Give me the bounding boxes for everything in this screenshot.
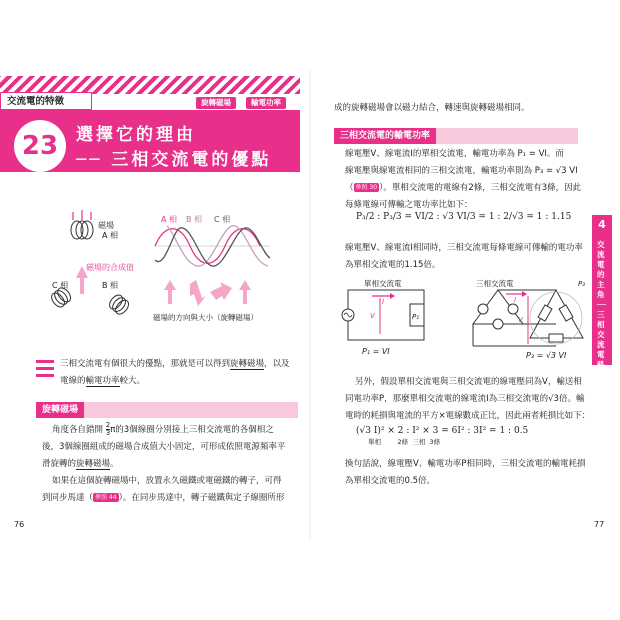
section2-title: 三相交流電的輸電功率 [334,128,436,144]
coil-b-label: B 相 [102,281,119,290]
summary-mark-3 [36,374,54,377]
page-title-line1: 選擇它的理由 [76,125,196,145]
dir-arrow-4 [239,280,251,304]
section1-title: 旋轉磁場 [36,402,84,418]
single-phase-eq: P₁ = VI [362,347,390,356]
svg-text:I: I [382,298,385,306]
chapter-header-label: 交流電的特徵 [0,92,92,110]
svg-text:I: I [514,296,517,304]
tag-power: 輸電功率 [246,97,286,109]
svg-text:V: V [370,312,375,320]
section2-para2: 線電壓V、線電流I相同時，三相交流電每條電線可傳輸的電功率 為單相交流電的1.15倍。 [345,243,583,270]
equation-2-subs: 單相 2條 三相 3條 [368,438,441,446]
rotating-field-figure [40,208,310,338]
svg-text:P₃: P₃ [578,280,586,288]
section2-para4: 換句話說，線電壓V、輸電功率P相同時，三相交流電的輸電耗損 為單相交流電的0.5倍。 [345,459,586,486]
dir-arrow-3 [210,282,232,300]
dir-arrow-2 [190,280,206,306]
page-title-line2: ── 三相交流電的優點 [76,150,272,170]
phase-c-label: C 相 [214,215,231,224]
page-number-left: 76 [14,520,25,529]
svg-text:P₁: P₁ [412,313,420,321]
continued-line: 成的旋轉磁場會以磁力結合，轉速與旋轉磁場相同。 [334,103,530,113]
phase-b-label: B 相 [186,215,203,224]
page-number-right: 77 [594,520,605,529]
summary-mark-1 [36,360,54,363]
coil-c-label: C 相 [52,281,69,290]
dir-arrow-1 [164,280,176,304]
coil-a-label-1: 磁場 [98,221,114,230]
section-number: 23 [14,120,66,172]
section2-para1: 線電壓V、線電流I的單相交流電，輸電功率為 P₁ = VI。而 線電壓與線電流相同的三相交流電，輸電功率則為 P₃ = √3 VI （ 參照 30 ）。單相交流電的電線有2條，三相交流電有3條，因此 每條電線可傳輸之電功率比如下： [345,149,582,210]
three-phase-label: 三相交流電 [476,279,514,288]
summary-text: 三相交流電有個很大的優點，那就是可以得到旋轉磁場，以及 電線的輸電功率較大。 [60,359,290,386]
circuit-diagrams [338,276,588,362]
tag-rotating-field: 旋轉磁場 [196,97,236,109]
svg-text:V: V [518,316,523,324]
direction-caption: 磁場的方向與大小（旋轉磁場） [153,313,258,322]
coil-a-label-2: A 相 [102,231,119,240]
equation-2: (√3 I)² × 2 : I² × 3 = 6I² : 3I² = 1 : 0.5 [356,426,529,436]
phase-a-label: A 相 [161,215,178,224]
chapter-side-number: 4 [598,218,606,231]
chapter-side-text: 交流電的主角──三相交流電路 [597,240,607,369]
section1-body: 角度各自錯開 $\frac{2}{3}\pi$的3個線圈分別接上三相交流電的各個相之 後，3個線圈組成的磁場合成值大小固定，可形成依照電源頻率平 滑旋轉的旋轉磁場。 如果在這個旋轉磁場中，放置永久磁鐵或電磁鐵的轉子，可得 到同步馬達（ 參照 44 ）。在同步馬達中，轉子磁鐵與定子線圈所形 [42,421,286,503]
three-phase-eq: P₃ = √3 VI [526,351,567,360]
coil-b-icon [107,293,131,317]
section2-para3: 另外，假設單相交流電與三相交流電的線電壓同為V，輸送相 同電功率P，那麼單相交流電的線電流I為三相交流電的√3倍。輸 電時的耗損與電流的平方×電線數成正比，因此兩者耗損比如下： [345,377,591,421]
single-phase-label: 單相交流電 [364,279,402,288]
equation-1: P₃/2 : P₃/3 = VI/2 : √3 VI/3 = 1 : 2/√3 = 1 : 1.15 [356,212,572,222]
coil-a-icon [71,210,93,239]
combined-label: 磁場的合成值 [86,263,134,272]
summary-mark-2 [36,367,54,370]
